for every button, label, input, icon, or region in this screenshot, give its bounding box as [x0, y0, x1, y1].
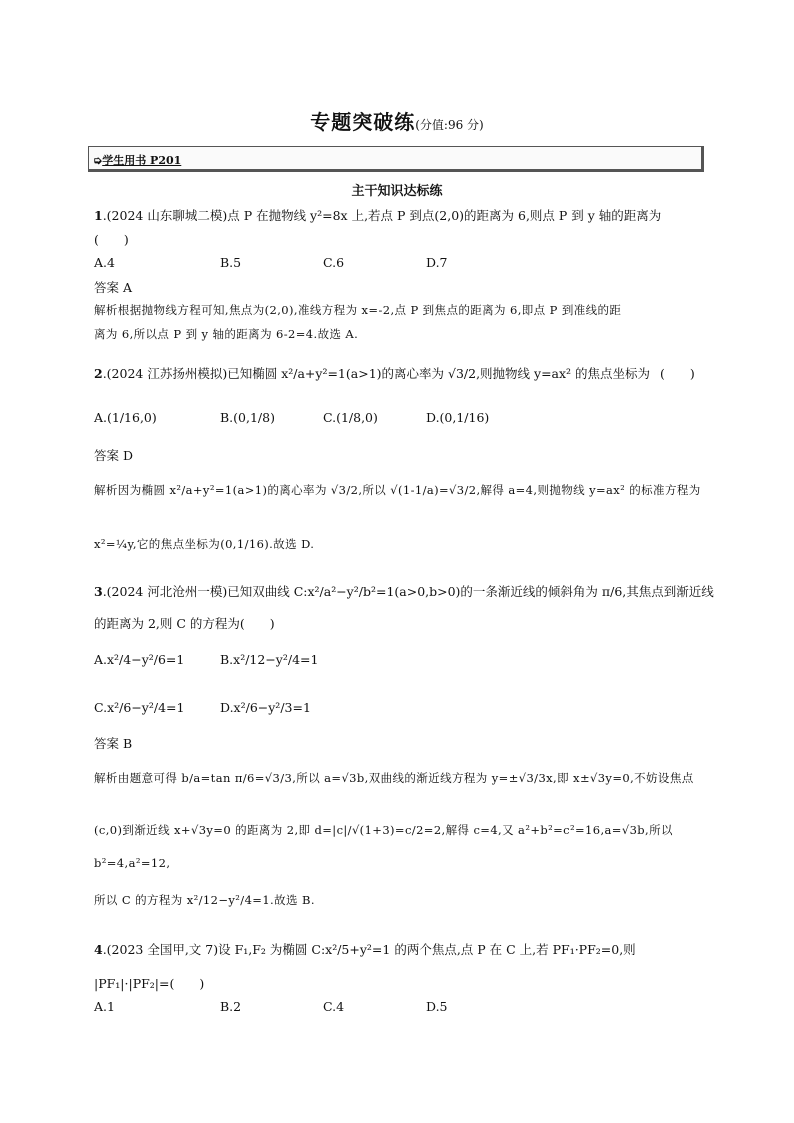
q3-option-c[interactable]: C.x²/6−y²/4=1 — [94, 700, 185, 715]
q1-option-d[interactable]: D.7 — [426, 255, 448, 270]
q3-option-d[interactable]: D.x²/6−y²/3=1 — [220, 700, 311, 715]
section-title: 主干知识达标练 — [351, 184, 443, 199]
page-title — [0, 106, 794, 135]
title-main: 专题突破练 — [310, 110, 416, 134]
banner-text[interactable] — [93, 152, 181, 168]
q3-explanation-line2: (c,0)到渐近线 x+√3y=0 的距离为 2,即 d=|c|/√(1+3)=c/2=2,解得 c=4,又 a²+b²=c²=16,a=√3b,所以 — [94, 823, 673, 837]
q2-number: 2 — [94, 366, 103, 381]
banner-label: 学生用书 P201 — [102, 154, 182, 167]
q3-explanation-line1: 解析由题意可得 b/a=tan π/6=√3/3,所以 a=√3b,双曲线的渐近线方程为 y=±√3/3x,即 x±√3y=0,不妨设焦点 — [94, 771, 694, 785]
q1-number: 1 — [94, 208, 103, 223]
title-score: (分值:96 分) — [415, 118, 484, 132]
q4-option-a[interactable]: A.1 — [94, 999, 115, 1014]
q4-stem-line1 — [94, 940, 636, 958]
q4-stem-text: .(2023 全国甲,文 7)设 F₁,F₂ 为椭圆 C:x²/5+y²=1 的两个焦点,点 P 在 C 上,若 PF₁·PF₂=0,则 — [102, 942, 636, 957]
q3-stem-line1 — [94, 582, 714, 600]
q2-explanation-line2: x²=¼y,它的焦点坐标为(0,1/16).故选 D. — [94, 537, 315, 551]
q2-paren: ( ) — [660, 366, 695, 381]
q3-number: 3 — [94, 584, 103, 599]
q2-option-c[interactable]: C.(1/8,0) — [323, 410, 378, 425]
q4-option-c[interactable]: C.4 — [323, 999, 345, 1014]
student-book-banner — [88, 146, 704, 172]
q3-stem-line2: 的距离为 2,则 C 的方程为( ) — [94, 616, 275, 631]
q1-stem-line1 — [94, 206, 661, 224]
q1-explanation-line1: 解析根据抛物线方程可知,焦点为(2,0),准线方程为 x=-2,点 P 到焦点的距离为 6,即点 P 到准线的距 — [94, 303, 622, 317]
q3-option-b[interactable]: B.x²/12−y²/4=1 — [220, 652, 319, 667]
q2-answer: 答案 D — [94, 448, 133, 463]
q1-answer: 答案 A — [94, 280, 133, 295]
q1-option-a[interactable]: A.4 — [94, 255, 115, 270]
q4-option-d[interactable]: D.5 — [426, 999, 448, 1014]
q2-option-b[interactable]: B.(0,1/8) — [220, 410, 275, 425]
q4-number: 4 — [94, 942, 103, 957]
q1-explanation-line2: 离为 6,所以点 P 到 y 轴的距离为 6-2=4.故选 A. — [94, 327, 359, 341]
q3-answer: 答案 B — [94, 736, 133, 751]
q4-stem-line2: |PF₁|·|PF₂|=( ) — [94, 976, 205, 991]
arrow-icon: ➭ — [93, 154, 103, 167]
q3-explanation-line4: 所以 C 的方程为 x²/12−y²/4=1.故选 B. — [94, 893, 315, 907]
q3-stem-text: .(2024 河北沧州一模)已知双曲线 C:x²/a²−y²/b²=1(a>0,b>0)的一条渐近线的倾斜角为 π/6,其焦点到渐近线 — [102, 584, 714, 599]
q1-option-b[interactable]: B.5 — [220, 255, 242, 270]
q2-stem — [94, 364, 650, 382]
q1-stem-line2: ( ) — [94, 232, 129, 247]
q2-option-d[interactable]: D.(0,1/16) — [426, 410, 490, 425]
q4-option-b[interactable]: B.2 — [220, 999, 242, 1014]
q2-explanation-line1: 解析因为椭圆 x²/a+y²=1(a>1)的离心率为 √3/2,所以 √(1-1/a)=√3/2,解得 a=4,则抛物线 y=ax² 的标准方程为 — [94, 483, 701, 497]
q1-stem-text: .(2024 山东聊城二模)点 P 在抛物线 y²=8x 上,若点 P 到点(2,0)的距离为 6,则点 P 到 y 轴的距离为 — [102, 208, 662, 223]
q2-stem-text: .(2024 江苏扬州模拟)已知椭圆 x²/a+y²=1(a>1)的离心率为 √3/2,则抛物线 y=ax² 的焦点坐标为 — [102, 366, 651, 381]
q2-option-a[interactable]: A.(1/16,0) — [94, 410, 157, 425]
q1-option-c[interactable]: C.6 — [323, 255, 345, 270]
q3-option-a[interactable]: A.x²/4−y²/6=1 — [94, 652, 185, 667]
q3-explanation-line3: b²=4,a²=12, — [94, 856, 171, 870]
